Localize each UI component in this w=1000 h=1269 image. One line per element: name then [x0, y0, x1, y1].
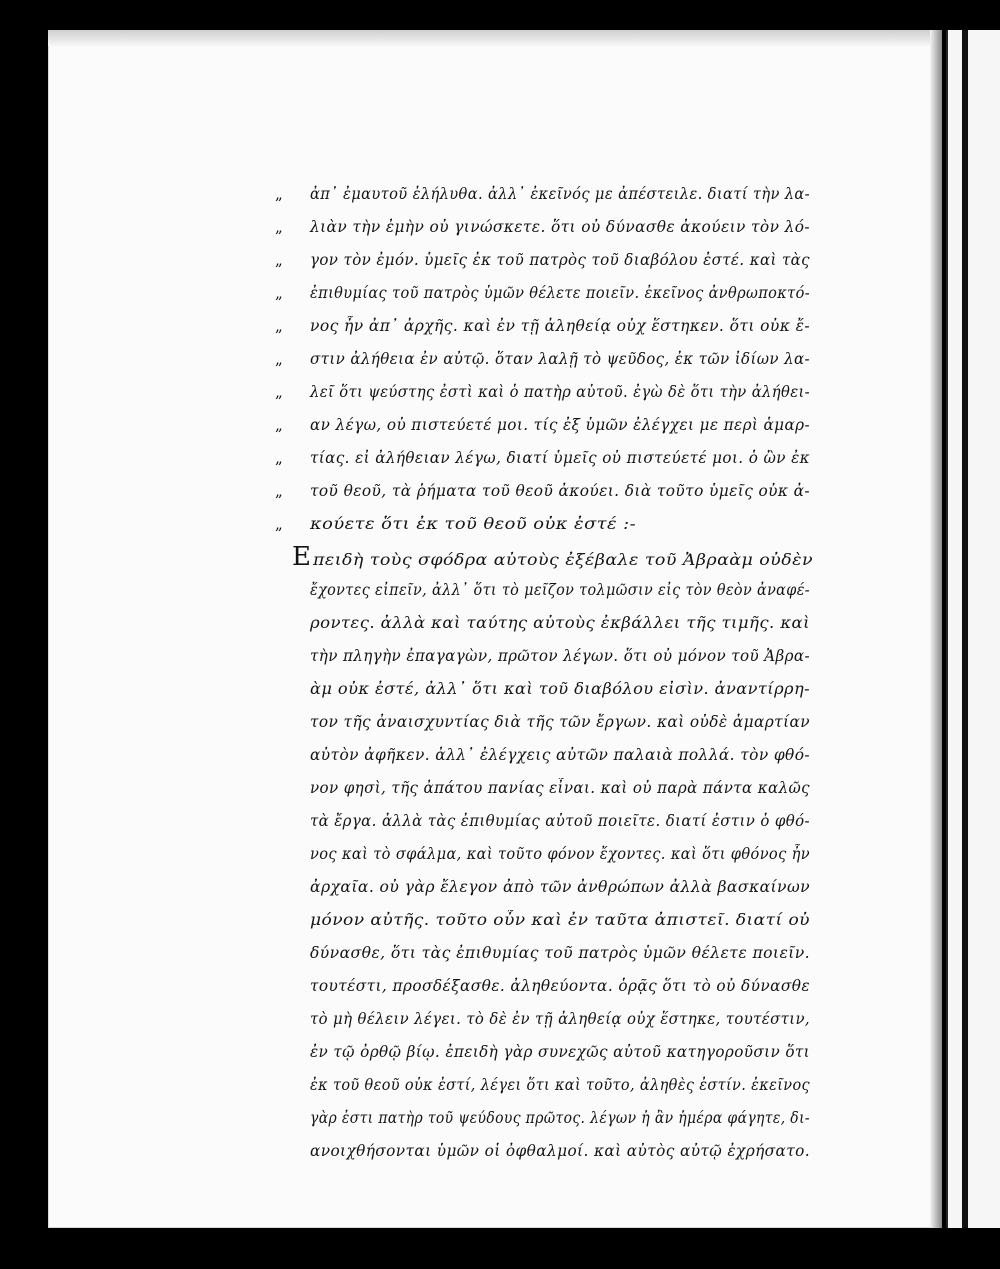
manuscript-line [310, 607, 840, 640]
manuscript-line [310, 805, 840, 838]
initial-letter: Ε [292, 542, 312, 572]
manuscript-line [275, 277, 840, 310]
manuscript-line [275, 310, 840, 343]
quotation-mark: „ [275, 350, 284, 368]
line-text: τίας. εἰ ἀλήθειαν λέγω, διατί ὑμεῖς οὐ πιστεύετέ μοι. ὁ ὢν ἐκ [310, 449, 810, 467]
line-text: ἐν τῷ ὀρθῷ βίῳ. ἐπειδὴ γὰρ συνεχῶς αὐτοῦ κατηγοροῦσιν ὅτι [310, 1043, 810, 1061]
line-text: τοῦ θεοῦ, τὰ ῥήματα τοῦ θεοῦ ἀκούει. διὰ τοῦτο ὑμεῖς οὐκ ἀ- [310, 482, 810, 500]
line-text: ροντες. ἀλλὰ καὶ ταύτης αὐτοὺς ἐκβάλλει τῆς τιμῆς. καὶ [310, 614, 810, 632]
adjacent-page-edge [946, 30, 1000, 1228]
line-text: νος καὶ τὸ σφάλμα, καὶ τοῦτο φόνον ἔχοντες. καὶ ὅτι φθόνος ἦν [310, 845, 810, 863]
manuscript-line [292, 541, 840, 574]
quotation-mark: „ [275, 383, 284, 401]
line-text: τουτέστι, προσδέξασθε. ἀληθεύοντα. ὁρᾷς ὅτι τὸ οὐ δύνασθε [310, 977, 810, 995]
manuscript-line [310, 739, 840, 772]
manuscript-line [275, 178, 840, 211]
quotation-mark: „ [275, 218, 284, 236]
manuscript-line [310, 1003, 840, 1036]
quotation-mark: „ [275, 251, 284, 269]
manuscript-line [275, 508, 840, 541]
quotation-mark: „ [275, 449, 284, 467]
manuscript-line [275, 475, 840, 508]
line-text: αν λέγω, οὐ πιστεύετέ μοι. τίς ἐξ ὑμῶν ἐλέγχει με περὶ ἁμαρ- [310, 416, 810, 434]
manuscript-line [310, 1102, 840, 1135]
quotation-mark: „ [275, 185, 284, 203]
line-text: τον τῆς ἀναισχυντίας διὰ τῆς τῶν ἔργων. καὶ οὐδὲ ἁμαρτίαν [310, 713, 810, 731]
line-text: κούετε ὅτι ἐκ τοῦ θεοῦ οὐκ ἐστέ :- [310, 515, 637, 533]
manuscript-line [310, 1036, 840, 1069]
manuscript-line [275, 376, 840, 409]
manuscript-line [275, 343, 840, 376]
quotation-mark: „ [275, 284, 284, 302]
manuscript-line [310, 673, 840, 706]
quotation-mark: „ [275, 515, 284, 533]
line-text: ὰμ οὐκ ἐστέ, ἀλλ᾽ ὅτι καὶ τοῦ διαβόλου εἰσὶν. ἀναντίρρη- [310, 680, 810, 698]
line-text: γον τὸν ἐμόν. ὑμεῖς ἐκ τοῦ πατρὸς τοῦ διαβόλου ἐστέ. καὶ τὰς [310, 251, 810, 269]
line-text: πειδὴ τοὺς σφόδρα αὐτοὺς ἐξέβαλε τοῦ Ἀβραὰμ οὐδὲν [313, 551, 814, 569]
manuscript-line [310, 706, 840, 739]
manuscript-text [275, 178, 840, 1168]
line-text: ἀρχαῖα. οὐ γὰρ ἔλεγον ἀπὸ τῶν ἀνθρώπων ἀλλὰ βασκαίνων [310, 878, 810, 896]
line-text: ανοιχθήσονται ὑμῶν οἱ ὀφθαλμοί. καὶ αὐτὸς αὐτῷ ἐχρήσατο. [310, 1142, 810, 1160]
manuscript-line [310, 772, 840, 805]
manuscript-line [310, 1069, 840, 1102]
line-text: ἐκ τοῦ θεοῦ οὐκ ἐστί, λέγει ὅτι καὶ τοῦτο, ἀληθὲς ἐστίν. ἐκεῖνος [310, 1076, 810, 1094]
line-text: γὰρ ἐστι πατὴρ τοῦ ψεύδους πρῶτος. λέγων ἡ ἂν ἡμέρα φάγητε, δι- [310, 1109, 810, 1127]
manuscript-line [275, 442, 840, 475]
line-text: δύνασθε, ὅτι τὰς ἐπιθυμίας τοῦ πατρὸς ὑμῶν θέλετε ποιεῖν. [310, 944, 810, 962]
manuscript-line [275, 409, 840, 442]
adjacent-page-border [962, 30, 968, 1228]
line-text: μόνον αὐτῆς. τοῦτο οὖν καὶ ἐν ταῦτα ἀπιστεῖ. διατί οὐ [310, 911, 810, 929]
manuscript-line [310, 574, 840, 607]
manuscript-line [310, 1135, 840, 1168]
manuscript-line [310, 640, 840, 673]
manuscript-line [310, 970, 840, 1003]
line-text: τὸ μὴ θέλειν λέγει. τὸ δὲ ἐν τῇ ἀληθείᾳ οὐχ ἕστηκε, τουτέστιν, [310, 1010, 810, 1028]
line-text: λιὰν τὴν ἐμὴν οὐ γινώσκετε. ὅτι οὐ δύνασθε ἀκούειν τὸν λό- [310, 218, 810, 236]
manuscript-line [310, 871, 840, 904]
manuscript-line [310, 937, 840, 970]
line-text: ἀπ᾽ ἐμαυτοῦ ἐλήλυθα. ἀλλ᾽ ἐκεῖνός με ἀπέστειλε. διατί τὴν λα- [310, 185, 810, 203]
quotation-mark: „ [275, 317, 284, 335]
manuscript-line [275, 211, 840, 244]
line-text: τὰ ἔργα. ἀλλὰ τὰς ἐπιθυμίας αὐτοῦ ποιεῖτε. διατί ἐστιν ὁ φθό- [310, 812, 810, 830]
line-text: στιν ἀλήθεια ἐν αὐτῷ. ὅταν λαλῇ τὸ ψεῦδος, ἐκ τῶν ἰδίων λα- [310, 350, 810, 368]
line-text: ἐπιθυμίας τοῦ πατρὸς ὑμῶν θέλετε ποιεῖν. ἐκεῖνος ἀνθρωποκτό- [310, 284, 810, 302]
page-top-edge [48, 30, 940, 46]
line-text: ἔχοντες εἰπεῖν, ἀλλ᾽ ὅτι τὸ μεῖζον τολμῶσιν εἰς τὸν θεὸν ἀναφέ- [310, 581, 810, 599]
manuscript-line [310, 904, 840, 937]
line-text: τὴν πληγὴν ἐπαγαγὼν, πρῶτον λέγων. ὅτι οὐ μόνον τοῦ Ἀβρα- [310, 647, 810, 665]
line-text: νον φησὶ, τῆς ἀπάτου πανίας εἶναι. καὶ οὐ παρὰ πάντα καλῶς [310, 779, 810, 797]
line-text: λεῖ ὅτι ψεύστης ἐστὶ καὶ ὁ πατὴρ αὐτοῦ. ἐγὼ δὲ ὅτι τὴν ἀλήθει- [310, 383, 810, 401]
manuscript-line [310, 838, 840, 871]
manuscript-line [275, 244, 840, 277]
line-text: νος ἦν ἀπ᾽ ἀρχῆς. καὶ ἐν τῇ ἀληθείᾳ οὐχ ἕστηκεν. ὅτι οὐκ ἔ- [310, 317, 810, 335]
gutter-shadow [930, 30, 942, 1228]
line-text: αὐτὸν ἀφῆκεν. ἀλλ᾽ ἐλέγχεις αὐτῶν παλαιὰ πολλά. τὸν φθό- [310, 746, 810, 764]
quotation-mark: „ [275, 416, 284, 434]
quotation-mark: „ [275, 482, 284, 500]
